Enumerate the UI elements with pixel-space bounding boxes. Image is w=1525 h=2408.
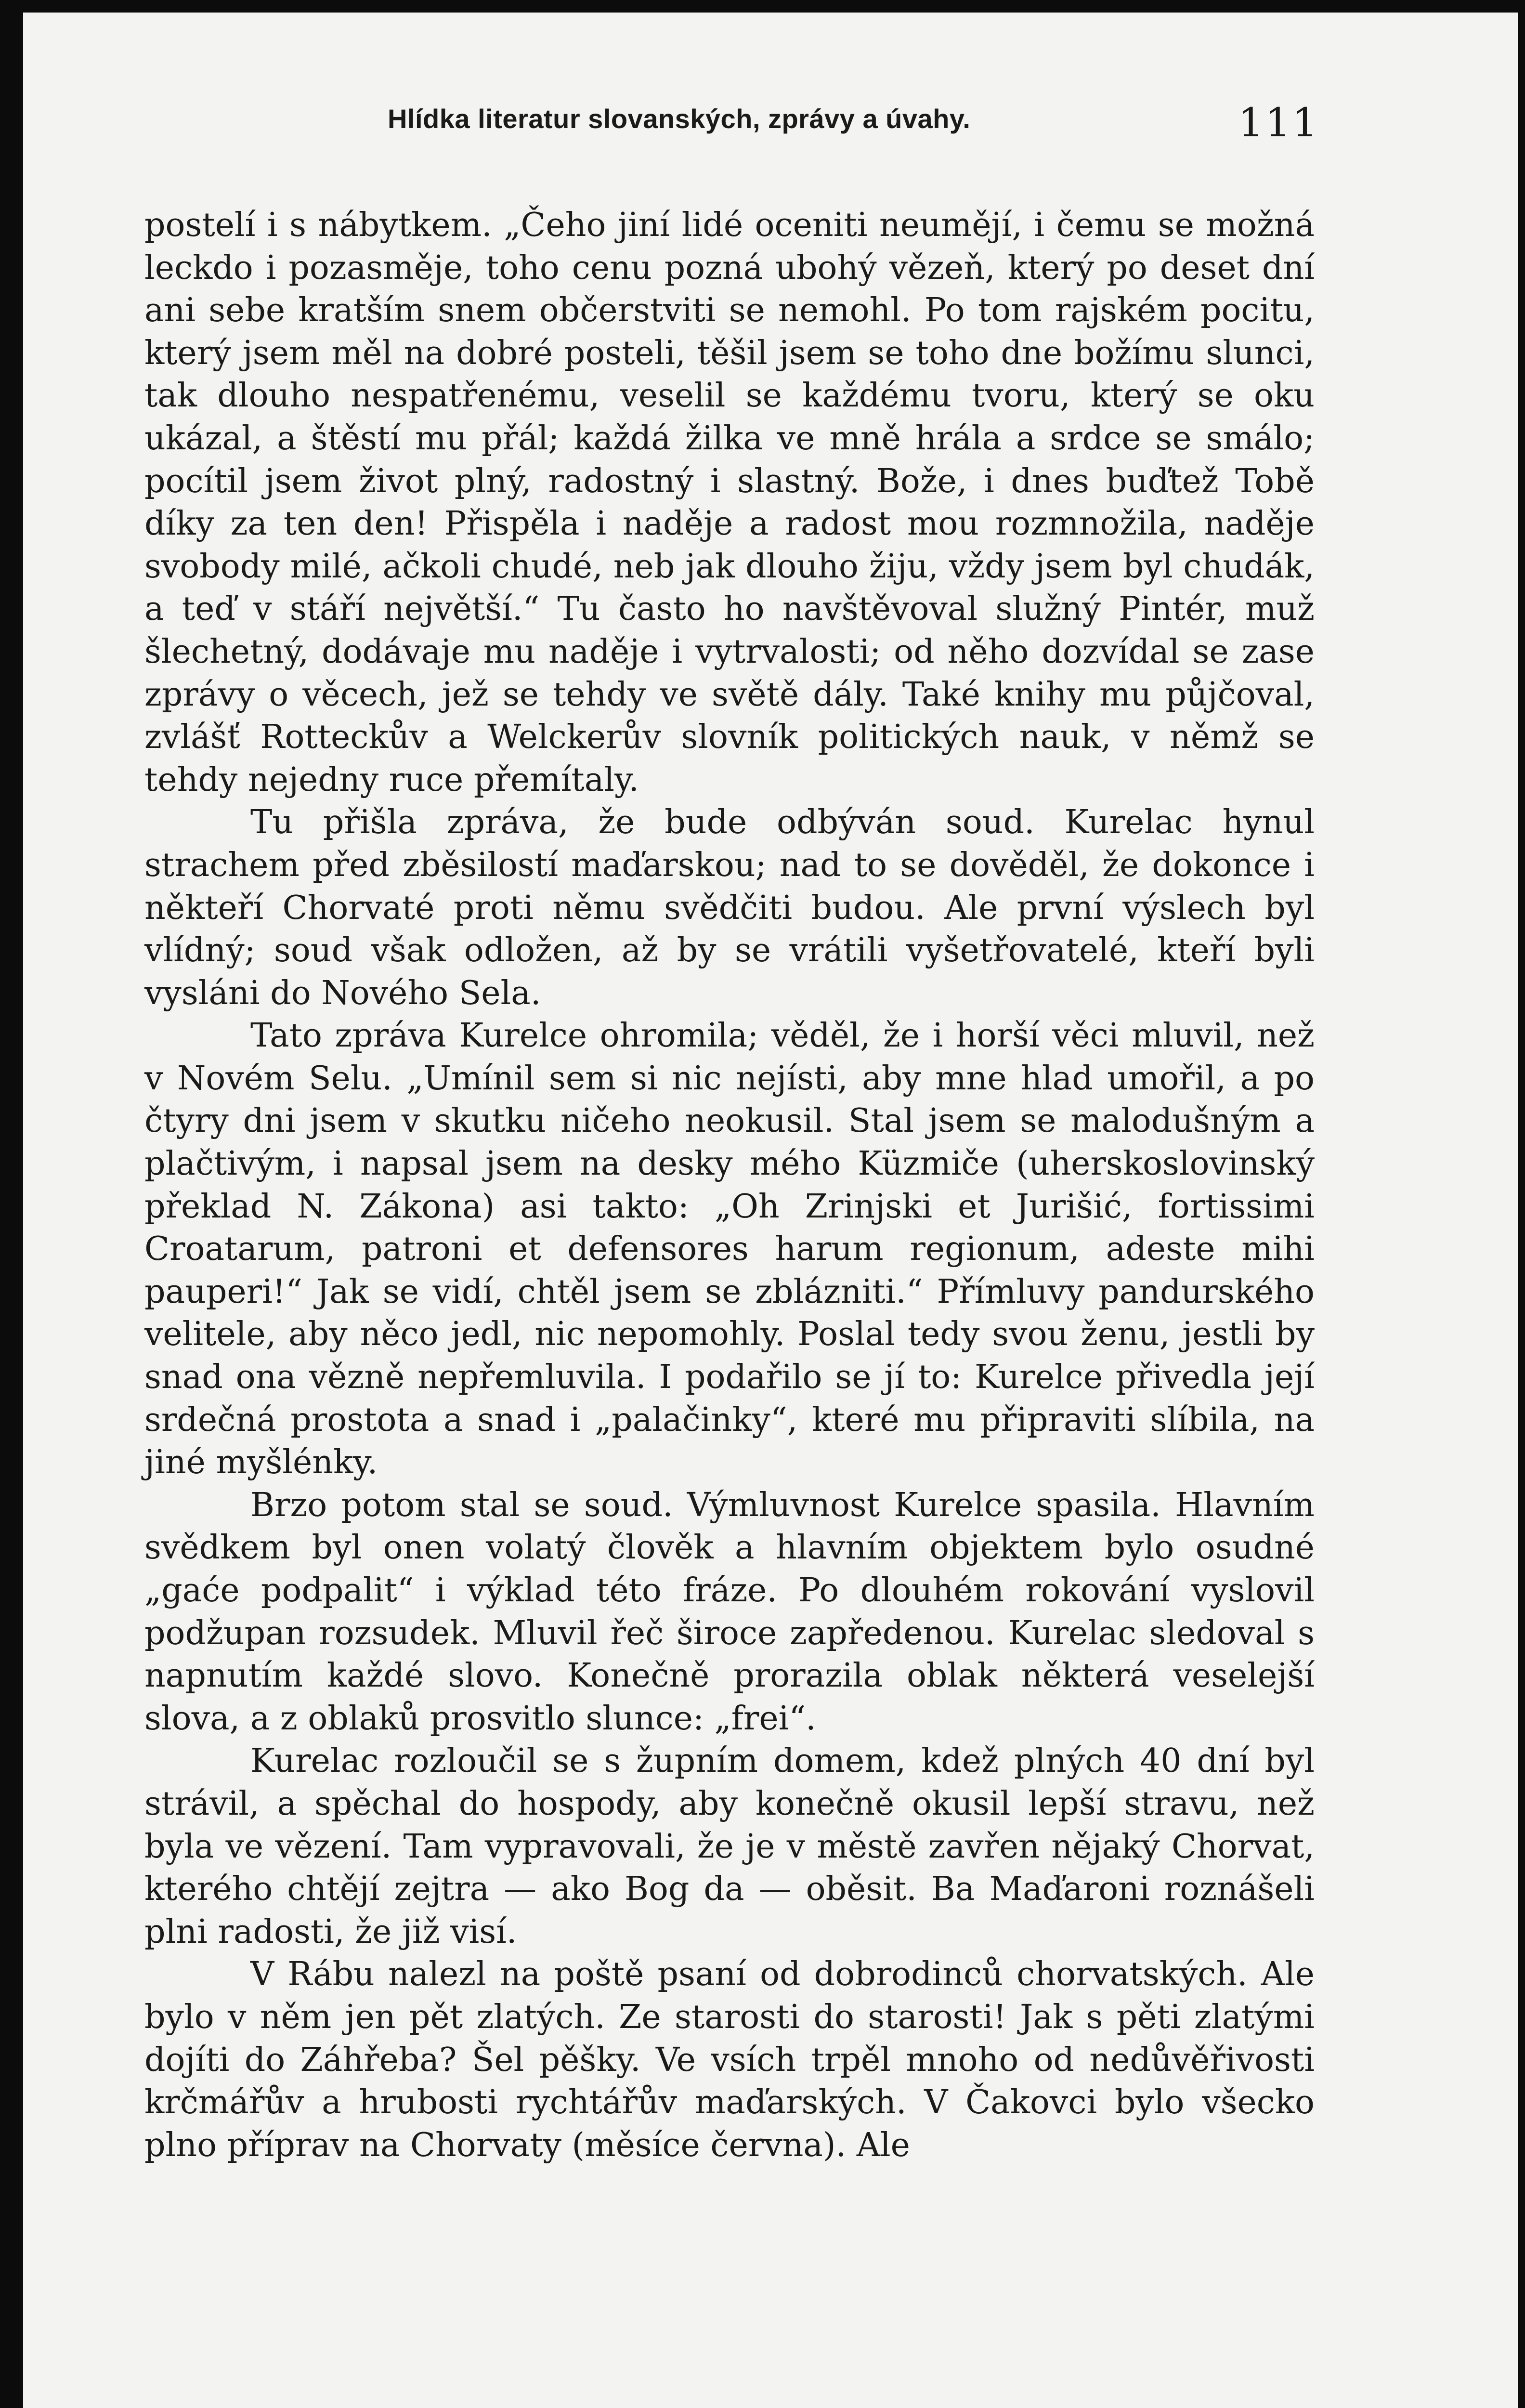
scan-border-top [0,0,1525,13]
page-header [144,102,1319,155]
paragraph-1: postelí i s nábytkem. „Čeho jiní lidé oceniti neumějí, i čemu se možná leckdo i pozasměje, toho cenu pozná ubohý vězeň, který po deset dní ani sebe kratším snem občerstviti se nemohl. Po tom rajském pocitu, který jsem měl na dobré posteli, těšil jsem se toho dne božímu slunci, tak dlouho nespatřenému, veselil se každému tvoru, který se oku ukázal, a štěstí mu přál; každá žilka ve mně hrála a srdce se smálo; pocítil jsem život plný, radostný i slastný. Bože, i dnes buďtež Tobě díky za ten den! Přispěla i naděje a radost mou rozmnožila, naděje svobody milé, ačkoli chudé, neb jak dlouho žiju, vždy jsem byl chudák, a teď v stáří největší.“ Tu často ho navštěvoval služný Pintér, muž šlechetný, dodávaje mu naděje i vytrvalosti; od něho dozvídal se zase zprávy o věcech, jež se tehdy ve světě dály. Také knihy mu půjčoval, zvlášť Rotteckův a Welckerův slovník politických nauk, v němž se tehdy nejedny ruce přemítaly. [144,206,1315,799]
page-number: 111 [1238,100,1319,146]
scan-border-right [1518,0,1525,2408]
body-text [144,204,1315,2167]
paragraph-3: Tato zpráva Kurelce ohromila; věděl, že i horší věci mluvil, než v Novém Selu. „Umínil sem si nic nejísti, aby mne hlad umořil, a po čtyry dni jsem v skutku ničeho neokusil. Stal jsem se malodušným a plačtivým, i napsal jsem na desky mého Küzmiče (uherskoslovinský překlad N. Zákona) asi takto: „Oh Zrinjski et Jurišić, fortissimi Croatarum, patroni et defensores harum regionum, adeste mihi pauperi!“ Jak se vidí, chtěl jsem se zblázniti.“ Přímluvy pandurského velitele, aby něco jedl, nic nepomohly. Poslal tedy svou ženu, jestli by snad ona vězně nepřemluvila. I podařilo se jí to: Kurelce přivedla její srdečná prostota a snad i „palačinky“, které mu připraviti slíbila, na jiné myšlénky. [144,1017,1315,1482]
scan-border-left [0,0,23,2408]
paragraph-6: V Rábu nalezl na poště psaní od dobrodinců chorvatských. Ale bylo v něm jen pět zlatých. Ze starosti do starosti! Jak s pěti zlatými dojíti do Záhřeba? Šel pěšky. Ve vsích trpěl mnoho od nedůvěřivosti krčmářův a hrubosti rychtářův maďarských. V Čakovci bylo všecko plno příprav na Chorvaty (měsíce června). Ale [144,1955,1315,2164]
running-title: Hlídka literatur slovanských, zprávy a úvahy. [388,104,971,134]
paragraph-4: Brzo potom stal se soud. Výmluvnost Kurelce spasila. Hlavním svědkem byl onen volatý člověk a hlavním objektem bylo osudné „gaće podpalit“ i výklad této fráze. Po dlouhém rokování vyslovil podžupan rozsudek. Mluvil řeč široce zapředenou. Kurelac sledoval s napnutím každé slovo. Konečně prorazila oblak některá veselejší slova, a z oblaků prosvitlo slunce: „frei“. [144,1486,1315,1738]
paragraph-5: Kurelac rozloučil se s župním domem, kdež plných 40 dní byl strávil, a spěchal do hospody, aby konečně okusil lepší stravu, než byla ve vězení. Tam vypravovali, že je v městě zavřen nějaký Chorvat, kterého chtějí zejtra — ako Bog da — oběsit. Ba Maďaroni roznášeli plni radosti, že již visí. [144,1742,1315,1951]
paragraph-2: Tu přišla zpráva, že bude odbýván soud. Kurelac hynul strachem před zběsilostí maďarskou; nad to se dověděl, že dokonce i někteří Chorvaté proti němu svědčiti budou. Ale první výslech byl vlídný; soud však odložen, až by se vrátili vyšetřovatelé, kteří byli vysláni do Nového Sela. [144,803,1315,1012]
